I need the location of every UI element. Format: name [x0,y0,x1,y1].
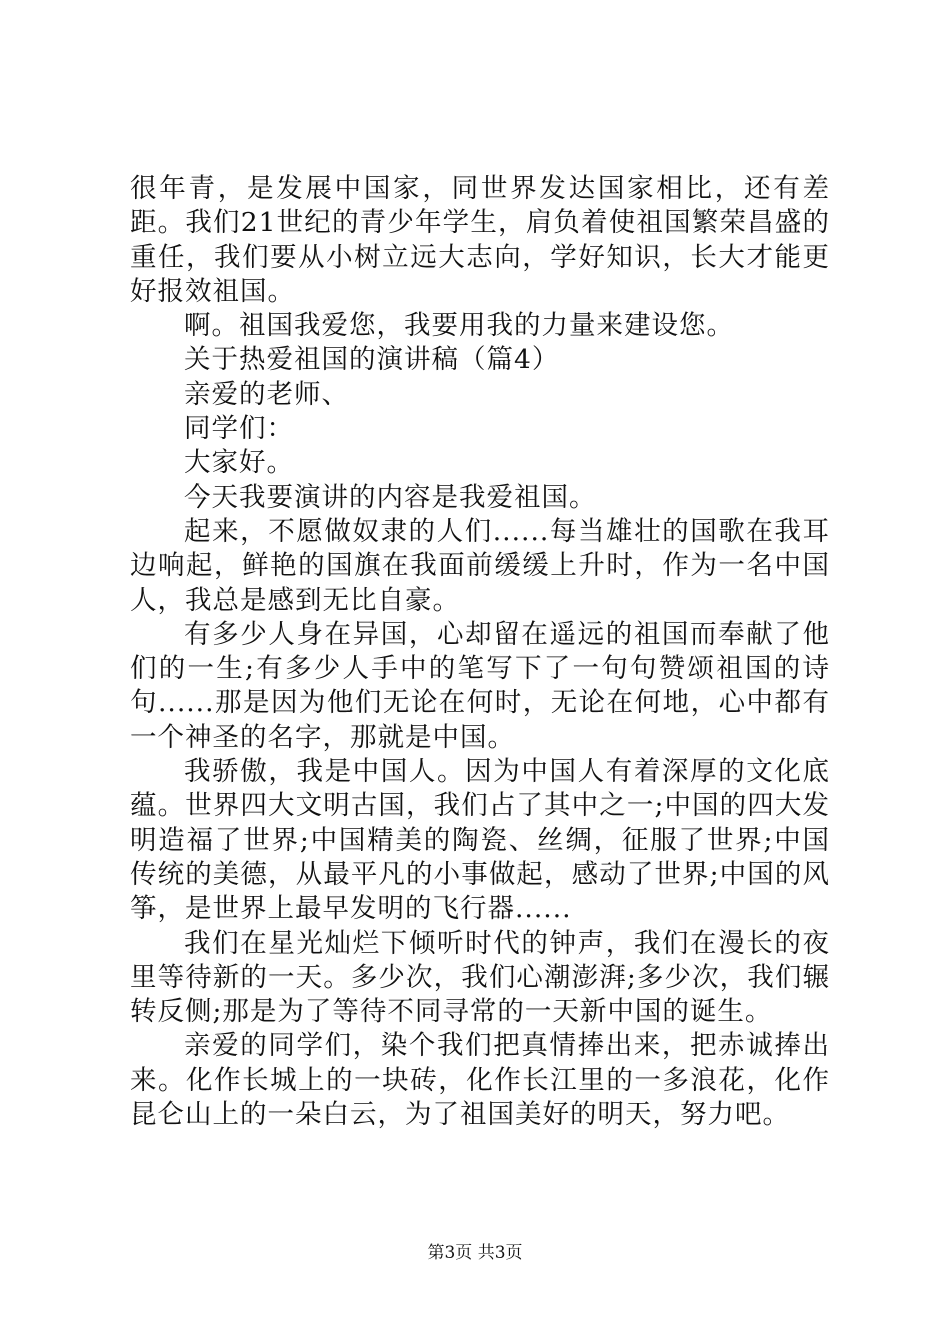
paragraph-anthem: 起来，不愿做奴隶的人们......每当雄壮的国歌在我耳边响起，鲜艳的国旗在我面前缓缓上升时，作为一名中国人，我总是感到无比自豪。 [130,515,830,616]
paragraph-culture: 我骄傲，我是中国人。因为中国人有着深厚的文化底蕴。世界四大文明古国，我们占了其中之一;中国的四大发明造福了世界;中国精美的陶瓷、丝绸，征服了世界;中国传统的美德，从最平凡的小事做起，感动了世界;中国的风筝，是世界上最早发明的飞行器...... [130,756,830,925]
paragraph-starlight: 我们在星光灿烂下倾听时代的钟声，我们在漫长的夜里等待新的一天。多少次，我们心潮澎湃;多少次，我们辗转反侧;那是为了等待不同寻常的一天新中国的诞生。 [130,927,830,1028]
document-body [130,172,830,1132]
paragraph-topic: 今天我要演讲的内容是我爱祖国。 [184,481,597,513]
greeting-all: 大家好。 [184,447,294,479]
paragraph-closing: 亲爱的同学们，染个我们把真情捧出来，把赤诚捧出来。化作长城上的一块砖，化作长江里的一多浪花，化作昆仑山上的一朵白云，为了祖国美好的明天，努力吧。 [130,1030,830,1131]
paragraph-2: 啊。祖国我爱您，我要用我的力量来建设您。 [184,310,734,342]
greeting-students: 同学们： [184,413,294,445]
greeting-teachers: 亲爱的老师、 [184,378,349,410]
section-title: 关于热爱祖国的演讲稿（篇4） [184,344,560,376]
paragraph-1: 很年青，是发展中国家，同世界发达国家相比，还有差距。我们21世纪的青少年学生，肩负着使祖国繁荣昌盛的重任，我们要从小树立远大志向，学好知识，长大才能更好报效祖国。 [130,173,830,307]
page-footer: 第3页 共3页 [427,1243,523,1263]
paragraph-abroad: 有多少人身在异国，心却留在遥远的祖国而奉献了他们的一生;有多少人手中的笔写下了一句句赞颂祖国的诗句......那是因为他们无论在何时，无论在何地，心中都有一个神圣的名字，那就是中国。 [130,618,830,753]
